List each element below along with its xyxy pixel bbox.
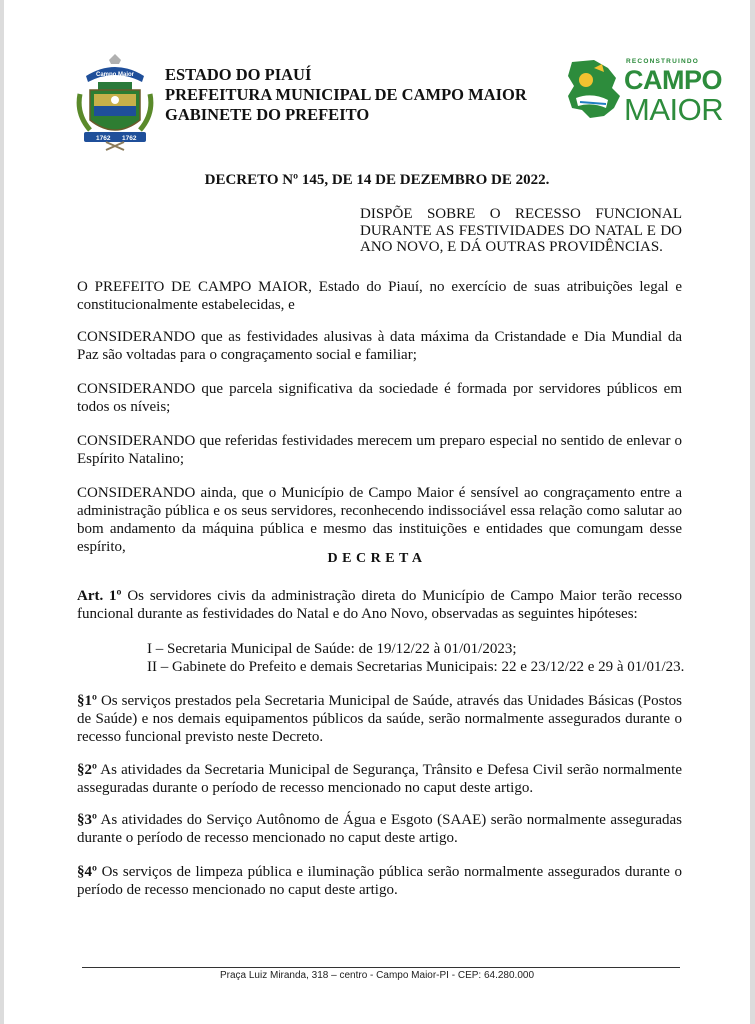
crest-year-left: 1762	[96, 135, 111, 142]
letterhead-office: GABINETE DO PREFEITO	[165, 105, 370, 124]
considerando-paragraph-3: CONSIDERANDO que referidas festividades merecem um preparo especial no sentido de enlevar o Espírito Natalino;	[77, 433, 682, 467]
paragraph-1	[77, 692, 682, 746]
paragraph-4	[77, 863, 682, 899]
document-page	[4, 0, 750, 1024]
letterhead-state: ESTADO DO PIAUÍ	[165, 65, 312, 84]
footer-divider	[82, 967, 680, 968]
considerando-paragraph-4: CONSIDERANDO ainda, que o Município de Campo Maior é sensível ao congraçamento entre a administração pública e os seus servidores, reconhecendo indissociável essa relação como salutar ao bom andamento da máquina pública e mesmo das instituições e entidades que comungam desse espírito,	[77, 485, 682, 555]
crest-year-right: 1762	[122, 135, 137, 142]
paragraph-4-text: Os serviços de limpeza pública e iluminação pública serão normalmente assegurados durante o período de recesso mencionado no caput deste artigo.	[77, 864, 682, 898]
article-1-item-2: II – Gabinete do Prefeito e demais Secretarias Municipais: 22 e 23/12/22 e 29 à 01/01/23.	[147, 659, 685, 675]
considerando-paragraph-1: CONSIDERANDO que as festividades alusivas à data máxima da Cristandade e Dia Mundial da Paz são voltadas para o congraçamento social e familiar;	[77, 329, 682, 363]
decree-title: DECRETO Nº 145, DE 14 DE DEZEMBRO DE 2022.	[204, 172, 550, 188]
paragraph-3-label: §3º	[77, 812, 97, 828]
paragraph-2-label: §2º	[77, 762, 97, 778]
article-1-text: Os servidores civis da administração direta do Município de Campo Maior terão recesso funcional durante as festividades do Natal e do Ano Novo, observadas as seguintes hipóteses:	[77, 588, 682, 622]
paragraph-1-label: §1º	[77, 693, 97, 709]
decreta-heading: DECRETA	[327, 551, 427, 566]
paragraph-3	[77, 811, 682, 847]
article-1-item-1: I – Secretaria Municipal de Saúde: de 19/12/22 à 01/01/2023;	[147, 641, 517, 657]
brand-name-line2: MAIOR	[624, 92, 724, 127]
paragraph-4-label: §4º	[77, 864, 97, 880]
crest-ribbon-text: Campo Maior	[95, 72, 135, 78]
decree-summary: DISPÕE SOBRE O RECESSO FUNCIONAL DURANTE AS FESTIVIDADES DO NATAL E DO ANO NOVO, E DÁ OUTRAS PROVIDÊNCIAS.	[360, 206, 682, 255]
paragraph-2-text: As atividades da Secretaria Municipal de Segurança, Trânsito e Defesa Civil serão normalmente asseguradas durante o período de recesso mencionado no caput deste artigo.	[77, 762, 682, 796]
paragraph-3-text: As atividades do Serviço Autônomo de Água e Esgoto (SAAE) serão normalmente asseguradas durante o período de recesso mencionado no caput deste artigo.	[77, 812, 682, 846]
footer-address: Praça Luiz Miranda, 318 – centro - Campo Maior-PI - CEP: 64.280.000	[219, 970, 535, 981]
municipal-coat-of-arms	[76, 54, 154, 152]
article-1	[77, 587, 682, 623]
brand-name-line1: CAMPO	[624, 65, 722, 95]
paragraph-1-text: Os serviços prestados pela Secretaria Municipal de Saúde, através das Unidades Básicas (Postos de Saúde) e nos demais equipamentos públicos da saúde, serão normalmente assegurados durante o recesso funcional previsto neste Decreto.	[77, 693, 682, 745]
considerando-paragraph-2: CONSIDERANDO que parcela significativa da sociedade é formada por servidores públicos em todos os níveis;	[77, 381, 682, 415]
preamble-paragraph: O PREFEITO DE CAMPO MAIOR, Estado do Piauí, no exercício de suas atribuições legal e constitucionalmente estabelecidas, e	[77, 279, 682, 313]
article-1-label: Art. 1º	[77, 588, 122, 604]
brand-tagline: RECONSTRUINDO	[626, 58, 700, 65]
letterhead	[165, 65, 527, 125]
letterhead-prefecture: PREFEITURA MUNICIPAL DE CAMPO MAIOR	[165, 85, 527, 104]
paragraph-2	[77, 761, 682, 797]
